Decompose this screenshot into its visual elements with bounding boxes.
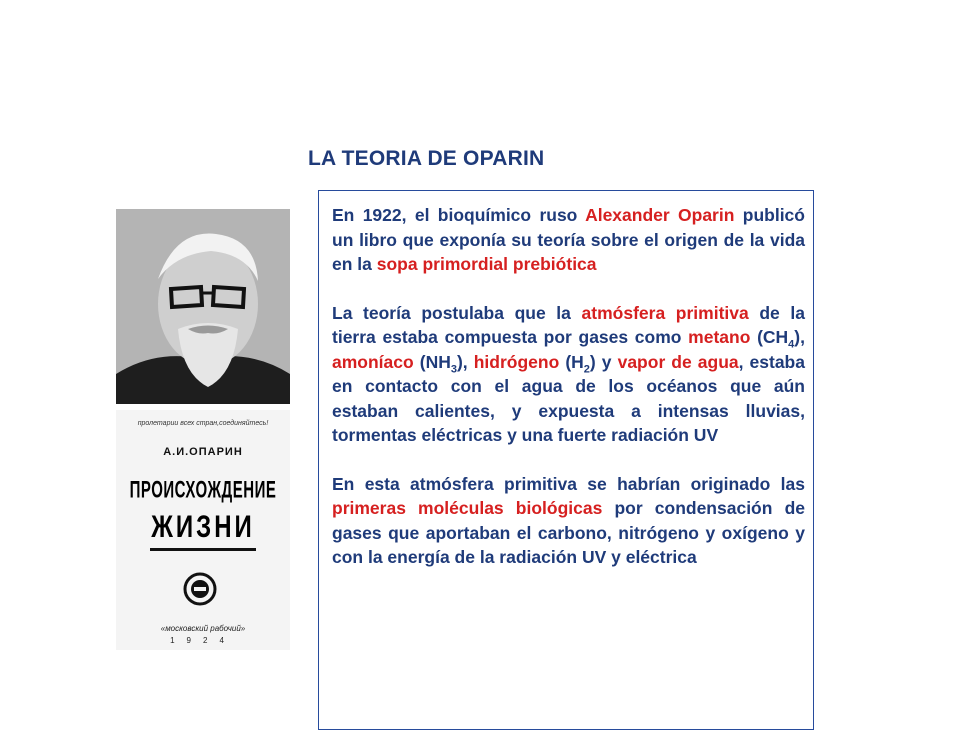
p2-sep-3: ) y (589, 351, 618, 372)
p2-formula-nh: (NH (413, 351, 451, 372)
p2-text: La teoría postulaba que la (332, 302, 582, 323)
p3-text: En esta atmósfera primitiva se habrían originado las (332, 473, 805, 494)
book-author: А.И.ОПАРИН (163, 446, 243, 458)
p1-text: En 1922, el bioquímico ruso (332, 205, 586, 225)
p2-formula-h: (H (559, 351, 584, 372)
book-divider (150, 548, 256, 551)
book-publisher: «московский рабочий» (160, 624, 246, 633)
p3-text-2: por condensación de gases que aportaban el carbono, nitrógeno y oxígeno y con la energía de la radiación UV y eléctrica (332, 498, 805, 567)
p2-text-2: de la tierra estaba compuesta por gases como (332, 302, 806, 347)
p2-highlight-water-vapor: vapor de agua (617, 351, 739, 372)
p2-sub-3: 3 (450, 363, 457, 375)
p1-highlight-name: Alexander Oparin (585, 205, 735, 225)
publisher-emblem-icon (183, 572, 217, 606)
paragraph-3 (332, 472, 805, 570)
book-cover (116, 410, 290, 650)
p2-sep-1: ), (794, 327, 805, 347)
p2-highlight-ammonia: amoníaco (332, 351, 414, 372)
p2-highlight-methane: metano (688, 327, 751, 347)
p1-highlight-soup: sopa primordial prebiótica (376, 254, 597, 274)
book-motto: пролетарии всех стран,соединяйтесь! (137, 420, 269, 427)
book-title-line2: ЖИЗНИ (151, 509, 255, 545)
p2-highlight-atmosphere: atmósfera primitiva (581, 302, 749, 323)
p3-highlight-molecules: primeras moléculas biológicas (332, 498, 603, 518)
p2-formula-ch: (CH (750, 327, 789, 347)
paragraph-2 (332, 301, 805, 448)
p2-highlight-hydrogen: hidrógeno (473, 351, 560, 372)
content-textbox (318, 190, 814, 730)
oparin-portrait-photo (116, 209, 290, 404)
paragraph-1 (332, 203, 805, 277)
book-year: 1924 (170, 636, 236, 645)
p1-text-2: publicó un libro que exponía su teoría sobre el origen de la vida en la (332, 205, 805, 274)
p2-sub-4: 4 (788, 338, 795, 351)
slide-title: LA TEORIA DE OPARIN (308, 147, 545, 170)
p2-sub-2: 2 (583, 363, 590, 375)
portrait-illustration (116, 209, 290, 404)
p2-text-3: , estaba en contacto con el agua de los océanos que aún estaban calientes, y expuesta a intensas lluvias, tormentas eléctricas y una fuerte radiación UV (332, 351, 805, 445)
p2-sep-2: ), (456, 351, 474, 372)
book-title-line1: ПРОИСХОЖДЕНИЕ (129, 476, 277, 505)
